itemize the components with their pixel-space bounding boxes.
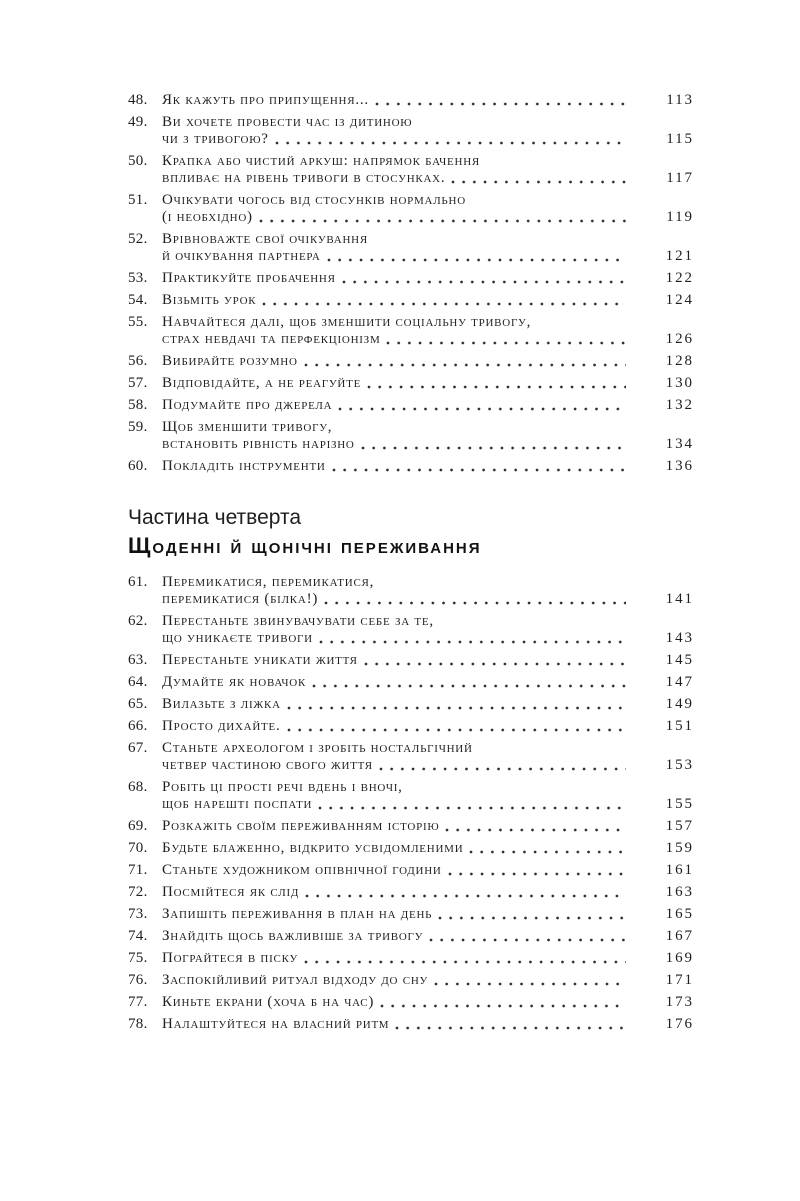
entry-number: 72.: [128, 884, 148, 900]
toc-entry: [128, 740, 692, 774]
entry-page-number: 113: [666, 92, 694, 108]
entry-page-number: 122: [665, 270, 694, 286]
entry-number: 60.: [128, 458, 148, 474]
entry-title-line: Візьміть урок: [162, 292, 257, 308]
entry-title: [162, 314, 628, 348]
entry-page-number: 119: [666, 209, 694, 225]
entry-title-line: Перестаньте звинувачувати себе за те,: [162, 613, 434, 629]
entry-title: [162, 884, 628, 901]
entry-title-line: Ви хочете провести час із дитиною: [162, 114, 413, 130]
dot-leader: [386, 341, 626, 345]
entry-title-line: й очікування партнера: [162, 248, 321, 264]
entry-title-line: четвер частиною свого життя: [162, 757, 373, 773]
entry-number: 78.: [128, 1016, 148, 1032]
entry-last-line: [162, 375, 628, 392]
entry-title: [162, 92, 628, 109]
entry-page-number: 159: [665, 840, 694, 856]
entry-last-line: [162, 674, 628, 691]
entry-title: [162, 458, 628, 475]
entry-page-number: 117: [666, 170, 694, 186]
entry-number: 54.: [128, 292, 148, 308]
entry-page-number: 151: [665, 718, 694, 734]
entry-last-line: [162, 270, 628, 287]
toc-entry: [128, 818, 692, 835]
entry-last-line: [162, 397, 628, 414]
entry-title-line: Киньте екрани (хоча б на час): [162, 994, 375, 1010]
entry-title: [162, 818, 628, 835]
toc-entry: [128, 906, 692, 923]
entry-title: [162, 613, 628, 647]
entry-last-line: [162, 1016, 628, 1033]
dot-leader: [395, 1026, 626, 1030]
entry-number: 68.: [128, 779, 148, 795]
entry-title: [162, 740, 628, 774]
entry-page-number: 126: [665, 331, 694, 347]
entry-title: [162, 928, 628, 945]
toc-part4-entries: [128, 574, 692, 1033]
toc-part3-entries: [128, 92, 692, 475]
entry-number: 56.: [128, 353, 148, 369]
entry-number: 64.: [128, 674, 148, 690]
entry-title-line: встановіть рівність нарізно: [162, 436, 355, 452]
entry-last-line: [162, 591, 628, 608]
entry-number: 74.: [128, 928, 148, 944]
entry-page-number: 173: [665, 994, 694, 1010]
toc-entry: [128, 192, 692, 226]
toc-entry: [128, 92, 692, 109]
entry-page-number: 147: [665, 674, 694, 690]
entry-page-number: 161: [665, 862, 694, 878]
entry-number: 62.: [128, 613, 148, 629]
entry-title-line: Практикуйте пробачення: [162, 270, 336, 286]
toc-entry: [128, 419, 692, 453]
toc-entry: [128, 718, 692, 735]
entry-number: 53.: [128, 270, 148, 286]
entry-number: 50.: [128, 153, 148, 169]
entry-title-line: впливає на рівень тривоги в стосунках.: [162, 170, 446, 186]
entry-last-line: [162, 292, 628, 309]
entry-last-line: [162, 906, 628, 923]
part-title: Щоденні й щонічні переживання: [128, 533, 482, 558]
entry-page-number: 165: [665, 906, 694, 922]
entry-last-line: [162, 884, 628, 901]
dot-leader: [304, 363, 626, 367]
entry-number: 67.: [128, 740, 148, 756]
entry-title-line: Як кажуть про припущення...: [162, 92, 369, 108]
toc-entry: [128, 270, 692, 287]
entry-title-line: що уникаєте тривоги: [162, 630, 313, 646]
entry-title: [162, 950, 628, 967]
dot-leader: [312, 684, 626, 688]
entry-page-number: 171: [665, 972, 694, 988]
entry-number: 55.: [128, 314, 148, 330]
entry-title: [162, 397, 628, 414]
toc-entry: [128, 397, 692, 414]
entry-last-line: [162, 458, 628, 475]
entry-last-line: [162, 652, 628, 669]
entry-title: [162, 270, 628, 287]
entry-title-line: Покладіть інструменти: [162, 458, 326, 474]
entry-title-line: Станьте художником опівнічної години: [162, 862, 442, 878]
entry-title-line: Навчайтеся далі, щоб зменшити соціальну тривогу,: [162, 314, 532, 330]
dot-leader: [305, 894, 626, 898]
entry-title-line: Очікувати чогось від стосунків нормально: [162, 192, 466, 208]
entry-title: [162, 906, 628, 923]
toc-entry: [128, 613, 692, 647]
entry-number: 52.: [128, 231, 148, 247]
entry-title: [162, 840, 628, 857]
toc-entry: [128, 153, 692, 187]
dot-leader: [429, 938, 626, 942]
entry-title-line: Врівноважте свої очікування: [162, 231, 368, 247]
entry-page-number: 121: [665, 248, 694, 264]
entry-title: [162, 652, 628, 669]
entry-title: [162, 153, 628, 187]
dot-leader: [262, 302, 626, 306]
dot-leader: [438, 916, 626, 920]
entry-title-line: Просто дихайте.: [162, 718, 281, 734]
dot-leader: [379, 767, 626, 771]
entry-title-line: Перестаньте уникати життя: [162, 652, 358, 668]
dot-leader: [445, 828, 626, 832]
entry-last-line: [162, 436, 628, 453]
dot-leader: [434, 982, 626, 986]
entry-title-line: Станьте археологом і зробіть ностальгічний: [162, 740, 473, 756]
entry-page-number: 134: [665, 436, 694, 452]
entry-title-line: Запишіть переживання в план на день: [162, 906, 433, 922]
entry-number: 77.: [128, 994, 148, 1010]
dot-leader: [319, 640, 626, 644]
dot-leader: [332, 468, 626, 472]
toc-entry: [128, 114, 692, 148]
entry-title-line: Щоб зменшити тривогу,: [162, 419, 333, 435]
dot-leader: [469, 850, 626, 854]
entry-number: 57.: [128, 375, 148, 391]
entry-title: [162, 419, 628, 453]
dot-leader: [380, 1004, 626, 1008]
toc-entry: [128, 652, 692, 669]
entry-title: [162, 718, 628, 735]
entry-title: [162, 192, 628, 226]
dot-leader: [327, 258, 626, 262]
entry-last-line: [162, 630, 628, 647]
dot-leader: [367, 385, 626, 389]
entry-last-line: [162, 928, 628, 945]
entry-number: 61.: [128, 574, 148, 590]
entry-last-line: [162, 331, 628, 348]
entry-title-line: Будьте блаженно, відкрито усвідомленими: [162, 840, 464, 856]
entry-page-number: 128: [665, 353, 694, 369]
entry-number: 73.: [128, 906, 148, 922]
dot-leader: [364, 662, 626, 666]
dot-leader: [448, 872, 626, 876]
part-kicker: Частина четверта: [128, 506, 302, 529]
entry-number: 59.: [128, 419, 148, 435]
dot-leader: [287, 706, 626, 710]
dot-leader: [304, 960, 626, 964]
entry-number: 65.: [128, 696, 148, 712]
entry-number: 76.: [128, 972, 148, 988]
toc-entry: [128, 231, 692, 265]
entry-page-number: 167: [665, 928, 694, 944]
entry-last-line: [162, 840, 628, 857]
entry-last-line: [162, 696, 628, 713]
entry-last-line: [162, 972, 628, 989]
toc-entry: [128, 972, 692, 989]
entry-title-line: Вибирайте розумно: [162, 353, 298, 369]
entry-title: [162, 696, 628, 713]
dot-leader: [361, 446, 626, 450]
entry-title: [162, 779, 628, 813]
toc-entry: [128, 674, 692, 691]
entry-title: [162, 353, 628, 370]
entry-page-number: 115: [666, 131, 694, 147]
toc-entry: [128, 1016, 692, 1033]
entry-page-number: 136: [665, 458, 694, 474]
entry-title-line: Подумайте про джерела: [162, 397, 333, 413]
entry-title-line: страх невдачі та перфекціонізм: [162, 331, 381, 347]
toc-entry: [128, 884, 692, 901]
entry-last-line: [162, 92, 628, 109]
dot-leader: [342, 280, 626, 284]
entry-title-line: Відповідайте, а не реагуйте: [162, 375, 362, 391]
toc-entry: [128, 458, 692, 475]
entry-title-line: перемикатися (білка!): [162, 591, 319, 607]
dot-leader: [275, 141, 626, 145]
entry-last-line: [162, 818, 628, 835]
entry-number: 75.: [128, 950, 148, 966]
entry-title-line: (і необхідно): [162, 209, 253, 225]
entry-title: [162, 292, 628, 309]
toc-entry: [128, 314, 692, 348]
dot-leader: [324, 601, 626, 605]
toc-entry: [128, 375, 692, 392]
entry-number: 70.: [128, 840, 148, 856]
entry-title-line: Заспокійливий ритуал відходу до сну: [162, 972, 429, 988]
entry-title: [162, 574, 628, 608]
dot-leader: [287, 728, 627, 732]
entry-last-line: [162, 131, 628, 148]
entry-title: [162, 375, 628, 392]
entry-page-number: 130: [665, 375, 694, 391]
dot-leader: [375, 102, 626, 106]
entry-page-number: 141: [665, 591, 694, 607]
entry-title: [162, 994, 628, 1011]
entry-title-line: Знайдіть щось важливіше за тривогу: [162, 928, 424, 944]
entry-page-number: 169: [665, 950, 694, 966]
entry-page-number: 143: [665, 630, 694, 646]
entry-title: [162, 231, 628, 265]
toc-entry: [128, 928, 692, 945]
entry-page-number: 124: [665, 292, 694, 308]
entry-title: [162, 972, 628, 989]
entry-title-line: Робіть ці прості речі вдень і вночі,: [162, 779, 403, 795]
entry-last-line: [162, 757, 628, 774]
entry-title-line: Думайте як новачок: [162, 674, 307, 690]
entry-last-line: [162, 862, 628, 879]
toc-entry: [128, 950, 692, 967]
entry-title-line: чи з тривогою?: [162, 131, 269, 147]
dot-leader: [338, 407, 626, 411]
toc-entry: [128, 353, 692, 370]
entry-number: 58.: [128, 397, 148, 413]
toc-entry: [128, 840, 692, 857]
entry-title: [162, 674, 628, 691]
entry-number: 69.: [128, 818, 148, 834]
entry-number: 51.: [128, 192, 148, 208]
entry-title-line: Налаштуйтеся на власний ритм: [162, 1016, 390, 1032]
entry-page-number: 163: [665, 884, 694, 900]
dot-leader: [318, 806, 626, 810]
toc-entry: [128, 696, 692, 713]
entry-title-line: Вилазьте з ліжка: [162, 696, 281, 712]
toc-entry: [128, 862, 692, 879]
toc-entry: [128, 779, 692, 813]
toc-entry: [128, 574, 692, 608]
entry-page-number: 153: [665, 757, 694, 773]
entry-page-number: 176: [665, 1016, 694, 1032]
entry-page-number: 132: [665, 397, 694, 413]
entry-title-line: Посмійтеся як слід: [162, 884, 300, 900]
entry-title-line: Перемикатися, перемикатися,: [162, 574, 375, 590]
entry-page-number: 157: [665, 818, 694, 834]
entry-last-line: [162, 950, 628, 967]
entry-last-line: [162, 248, 628, 265]
toc-entry: [128, 994, 692, 1011]
entry-number: 63.: [128, 652, 148, 668]
entry-last-line: [162, 994, 628, 1011]
entry-last-line: [162, 718, 628, 735]
entry-number: 66.: [128, 718, 148, 734]
entry-title-line: Розкажіть своїм переживанням історію: [162, 818, 440, 834]
dot-leader: [259, 219, 626, 223]
entry-page-number: 149: [665, 696, 694, 712]
part-heading: [128, 505, 800, 561]
entry-last-line: [162, 796, 628, 813]
entry-title: [162, 1016, 628, 1033]
entry-page-number: 145: [665, 652, 694, 668]
entry-title-line: Крапка або чистий аркуш: напрямок бачення: [162, 153, 480, 169]
toc-entry: [128, 292, 692, 309]
entry-last-line: [162, 209, 628, 226]
entry-title-line: щоб нарешті поспати: [162, 796, 313, 812]
dot-leader: [451, 180, 626, 184]
entry-title-line: Пограйтеся в піску: [162, 950, 299, 966]
entry-title: [162, 114, 628, 148]
entry-number: 49.: [128, 114, 148, 130]
entry-last-line: [162, 170, 628, 187]
entry-title: [162, 862, 628, 879]
entry-page-number: 155: [665, 796, 694, 812]
entry-last-line: [162, 353, 628, 370]
entry-number: 71.: [128, 862, 148, 878]
entry-number: 48.: [128, 92, 148, 108]
